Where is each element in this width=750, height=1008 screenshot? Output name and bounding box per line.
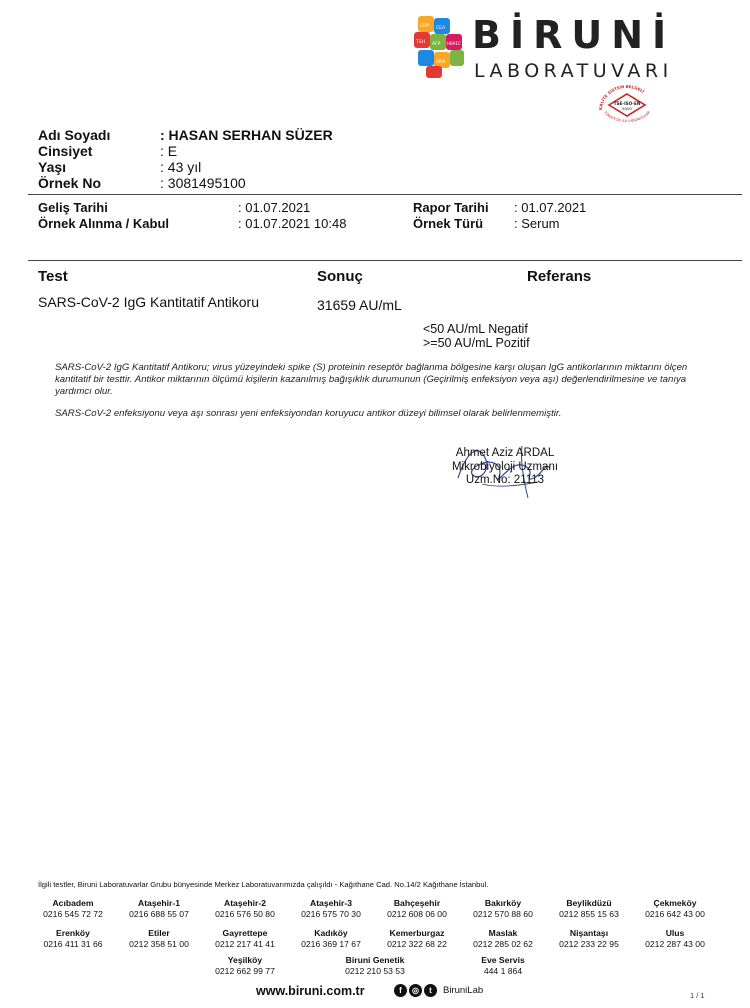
branch-item xyxy=(30,928,116,949)
col-test-header: Test xyxy=(38,268,68,285)
branch-phone: 0212 210 53 53 xyxy=(345,965,405,976)
seal-top-path: KALİTE SİSTEM BELGELİ xyxy=(597,83,646,111)
divider xyxy=(28,194,742,195)
patient-name-value: : HASAN SERHAN SÜZER xyxy=(160,127,333,143)
signer-registration: Uzm.No: 21113 xyxy=(465,474,545,486)
signature-block xyxy=(420,447,590,488)
branch-item xyxy=(460,898,546,919)
seal-standard: TSE-ISO-EN xyxy=(613,101,641,106)
branch-phone: 0216 411 31 66 xyxy=(43,938,103,949)
puzzle-logo-icon xyxy=(412,14,468,80)
social-handle: BiruniLab xyxy=(443,985,484,996)
branch-phone: 0216 545 72 72 xyxy=(43,908,103,919)
branch-phone: 0212 855 15 63 xyxy=(559,908,619,919)
branch-item xyxy=(202,898,288,919)
branch-item xyxy=(374,898,460,919)
branch-phone: 0212 287 43 00 xyxy=(645,938,705,949)
reference-negative: <50 AU/mL Negatif xyxy=(423,322,528,336)
social-links xyxy=(394,984,483,997)
branch-item xyxy=(546,928,632,949)
puzzle-word: TSH xyxy=(416,40,425,45)
patient-name-row xyxy=(38,127,333,143)
branch-phone: 0212 233 22 95 xyxy=(559,938,619,949)
arrival-label: Geliş Tarihi xyxy=(38,200,108,215)
branch-name: Biruni Genetik xyxy=(345,955,405,965)
signer-name: Ahmet Aziz ARDAL xyxy=(455,447,555,459)
arrival-value: : 01.07.2021 xyxy=(238,200,311,215)
report-date-value: : 01.07.2021 xyxy=(514,200,587,215)
patient-age-label: Yaşı xyxy=(38,159,67,175)
branch-name: Ataşehir-1 xyxy=(137,898,181,908)
branch-item xyxy=(374,928,460,949)
branch-name: Bahçeşehir xyxy=(393,898,441,908)
seal-number: 9000 xyxy=(622,106,632,111)
sample-no-label: Örnek No xyxy=(38,175,102,191)
puzzle-word: CEA xyxy=(436,26,446,31)
branch-phone: 0212 322 68 22 xyxy=(387,938,447,949)
sample-no-value: : 3081495100 xyxy=(160,175,246,191)
branch-name: Acıbadem xyxy=(52,898,94,908)
branch-phone: 0216 576 50 80 xyxy=(215,908,275,919)
puzzle-word: HBA1C xyxy=(447,41,461,46)
branch-phone: 444 1 864 xyxy=(483,965,523,976)
patient-info xyxy=(38,127,333,191)
branch-item xyxy=(632,928,718,949)
puzzle-word: AFP xyxy=(432,42,441,47)
puzzle-word: ANA xyxy=(436,60,446,65)
patient-age-row xyxy=(38,159,333,175)
signer-title: Mikrobiyoloji Uzmanı xyxy=(451,460,559,473)
biruni-logo xyxy=(412,13,676,124)
collection-row xyxy=(38,216,346,232)
branch-item xyxy=(632,898,718,919)
branch-name: Bakırköy xyxy=(484,898,522,908)
page-number: 1 / 1 xyxy=(690,991,705,1000)
branch-item xyxy=(202,928,288,949)
branch-name: Kemerburgaz xyxy=(389,928,445,938)
sample-type-row xyxy=(413,216,586,232)
arrival-row xyxy=(38,200,346,216)
branch-item xyxy=(460,955,546,976)
branch-name: Etiler xyxy=(148,928,170,938)
patient-name-label: Adı Soyadı xyxy=(38,127,111,143)
col-result-header: Sonuç xyxy=(317,268,363,285)
branch-item xyxy=(116,898,202,919)
branch-name: Eve Servis xyxy=(481,955,525,965)
branch-phone: 0212 662 99 77 xyxy=(215,965,275,976)
test-description: SARS-CoV-2 IgG Kantitatif Antikoru; virus yüzeyindeki spike (S) proteinin reseptör bağlanma bölgesine karşı oluşan IgG antikorlarının miktarını ölçen kantitatif bir testtir. Antikor miktarının ölçümü kişilerin kazanılmış bağışıklık durumunun (Geçirilmiş enfeksiyon veya aşı) değerlendirilmesine ve tanıya yardımcı olur. xyxy=(55,362,688,397)
iso-seal-icon xyxy=(596,82,658,128)
branch-item xyxy=(288,928,374,949)
sample-type-label: Örnek Türü xyxy=(413,216,484,231)
test-name: SARS-CoV-2 IgG Kantitatif Antikoru xyxy=(38,294,259,310)
branch-name: Gayrettepe xyxy=(222,928,268,938)
brand-subtitle: LABORATUVARI xyxy=(474,60,673,82)
divider xyxy=(28,260,742,261)
branch-name: Beylikdüzü xyxy=(566,898,612,908)
branch-phone: 0212 358 51 00 xyxy=(129,938,189,949)
branch-item xyxy=(288,898,374,919)
meta-left xyxy=(38,200,346,232)
branch-phone: 0216 575 70 30 xyxy=(301,908,361,919)
footer-note: İlgili testler, Biruni Laboratuvarlar Grubu bünyesinde Merkez Laboratuvarımızda çalışıldı - Kağıthane Cad. No.14/2 Kağıthane İstanbul. xyxy=(38,880,489,889)
puzzle-word: CRP xyxy=(420,24,429,29)
branch-item xyxy=(546,898,632,919)
report-date-label: Rapor Tarihi xyxy=(413,200,489,215)
patient-gender-row xyxy=(38,143,333,159)
branch-name: Maslak xyxy=(488,928,518,938)
test-result: 31659 AU/mL xyxy=(317,297,402,313)
branch-phone: 0216 642 43 00 xyxy=(645,908,705,919)
reference-range xyxy=(423,322,530,350)
branch-item xyxy=(202,955,288,976)
branch-name: Ataşehir-2 xyxy=(223,898,267,908)
website-link[interactable]: www.biruni.com.tr xyxy=(256,984,365,998)
branch-item xyxy=(116,928,202,949)
branch-item xyxy=(30,898,116,919)
patient-age-value: : 43 yıl xyxy=(160,159,202,175)
branch-item xyxy=(460,928,546,949)
report-date-row xyxy=(413,200,586,216)
branch-phone: 0216 688 55 07 xyxy=(129,908,189,919)
facebook-icon[interactable]: f xyxy=(394,984,407,997)
branch-phone: 0212 570 88 60 xyxy=(473,908,533,919)
col-reference-header: Referans xyxy=(527,268,592,285)
reference-positive: >=50 AU/mL Pozitif xyxy=(423,336,530,350)
branch-item xyxy=(332,955,418,976)
branch-phone: 0212 217 41 41 xyxy=(215,938,275,949)
branch-phone: 0212 285 02 62 xyxy=(473,938,533,949)
collection-label: Örnek Alınma / Kabul xyxy=(38,216,169,231)
branch-name: Nişantaşı xyxy=(569,928,609,938)
branch-name: Kadıköy xyxy=(314,928,348,938)
branch-name: Yeşilköy xyxy=(227,955,263,965)
test-disclaimer: SARS-CoV-2 enfeksiyonu veya aşı sonrası yeni enfeksiyondan koruyucu antikor düzeyi bilimsel olarak belirlenmemiştir. xyxy=(55,408,562,419)
brand-name: BİRUNİ xyxy=(472,13,676,57)
meta-right xyxy=(413,200,586,232)
patient-gender-value: : E xyxy=(160,143,178,159)
branch-name: Ulus xyxy=(665,928,685,938)
branch-name: Erenköy xyxy=(56,928,90,938)
sample-type-value: : Serum xyxy=(514,216,560,231)
patient-gender-label: Cinsiyet xyxy=(38,143,93,159)
twitter-icon[interactable]: t xyxy=(424,984,437,997)
branch-name: Çekmeköy xyxy=(653,898,697,908)
seal-bottom-path: TÜRKİYE'DE İLK LABORATUVAR xyxy=(603,110,651,124)
branch-name: Ataşehir-3 xyxy=(309,898,353,908)
branch-phone: 0216 369 17 67 xyxy=(301,938,361,949)
branch-phone: 0212 608 06 00 xyxy=(387,908,447,919)
sample-no-row xyxy=(38,175,333,191)
collection-value: : 01.07.2021 10:48 xyxy=(238,216,347,231)
instagram-icon[interactable]: ◎ xyxy=(409,984,422,997)
